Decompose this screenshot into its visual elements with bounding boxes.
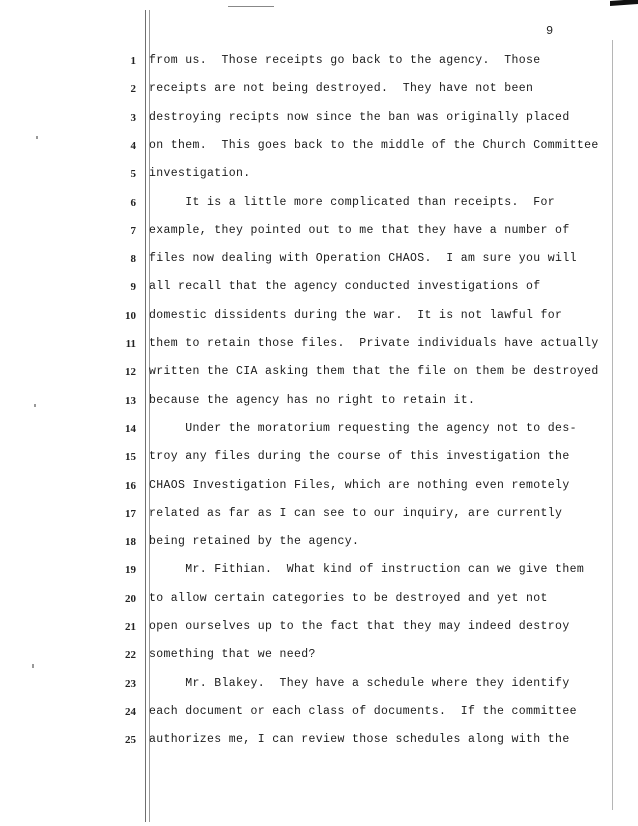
- line-number: 16: [125, 479, 136, 492]
- top-scan-mark: [228, 6, 274, 7]
- transcript-line: each document or each class of documents. If the committee: [149, 704, 577, 718]
- scan-speck: [34, 404, 36, 407]
- corner-scan-mark: [610, 0, 638, 6]
- line-number: 3: [130, 111, 136, 124]
- line-number: 21: [125, 621, 136, 633]
- line-number: 1: [130, 55, 136, 67]
- line-number: 10: [125, 309, 136, 322]
- line-number: 14: [125, 422, 136, 435]
- transcript-line: files now dealing with Operation CHAOS. I am sure you will: [149, 252, 577, 266]
- line-number: 9: [130, 281, 136, 294]
- line-number: 19: [125, 564, 136, 577]
- transcript-line: something that we need?: [149, 648, 316, 662]
- line-number: 25: [125, 734, 136, 747]
- transcript-line: It is a little more complicated than receipts. For: [149, 195, 556, 209]
- transcript-line: example, they pointed out to me that they have a number of: [149, 223, 570, 237]
- transcript-line: authorizes me, I can review those schedules along with the: [149, 733, 570, 747]
- transcript-line: open ourselves up to the fact that they may indeed destroy: [149, 620, 570, 633]
- line-number: 24: [125, 705, 136, 718]
- transcript-line: them to retain those files. Private individuals have actually: [149, 337, 599, 350]
- transcript-line: Under the moratorium requesting the agency not to des-: [149, 421, 577, 435]
- line-number: 22: [125, 649, 136, 662]
- line-number: 18: [125, 536, 136, 549]
- transcript-line: domestic dissidents during the war. It is not lawful for: [149, 308, 563, 322]
- left-margin-rule: [145, 10, 146, 822]
- line-number: 5: [130, 168, 136, 181]
- line-number: 20: [125, 592, 136, 605]
- line-number: 6: [130, 196, 136, 209]
- line-number: 15: [125, 451, 136, 464]
- transcript-line: receipts are not being destroyed. They have not been: [149, 82, 534, 96]
- transcript-line: from us. Those receipts go back to the agency. Those: [149, 54, 541, 67]
- scan-speck: [36, 136, 38, 139]
- transcript-line: on them. This goes back to the middle of the Church Committee: [149, 138, 599, 152]
- transcript-line: investigation.: [149, 167, 251, 181]
- line-number: 11: [125, 338, 136, 350]
- transcript-line: being retained by the agency.: [149, 535, 360, 549]
- transcript-line: Mr. Blakey. They have a schedule where they identify: [149, 676, 570, 690]
- transcript-line: CHAOS Investigation Files, which are nothing even remotely: [149, 478, 570, 492]
- transcript-line: all recall that the agency conducted investigations of: [149, 280, 541, 294]
- transcript-line: because the agency has no right to retain it.: [149, 393, 476, 407]
- line-number: 8: [130, 253, 136, 266]
- line-number: 4: [130, 139, 136, 152]
- line-number: 17: [125, 507, 136, 520]
- page-number: 9: [546, 24, 554, 38]
- line-number: 12: [125, 366, 136, 379]
- transcript-line: written the CIA asking them that the file on them be destroyed: [149, 365, 599, 379]
- transcript-line: to allow certain categories to be destroyed and yet not: [149, 591, 548, 605]
- transcript-line: Mr. Fithian. What kind of instruction can we give them: [149, 563, 585, 577]
- transcript-line: related as far as I can see to our inquiry, are currently: [149, 506, 563, 520]
- transcript-line: troy any files during the course of this investigation the: [149, 450, 570, 464]
- transcript-line: destroying recipts now since the ban was originally placed: [149, 110, 570, 124]
- line-number: 13: [125, 394, 136, 407]
- line-number: 23: [125, 677, 136, 690]
- left-margin-rule-inner: [149, 10, 150, 822]
- line-number: 7: [130, 224, 136, 237]
- scan-speck: [32, 664, 34, 668]
- line-number: 2: [130, 83, 136, 96]
